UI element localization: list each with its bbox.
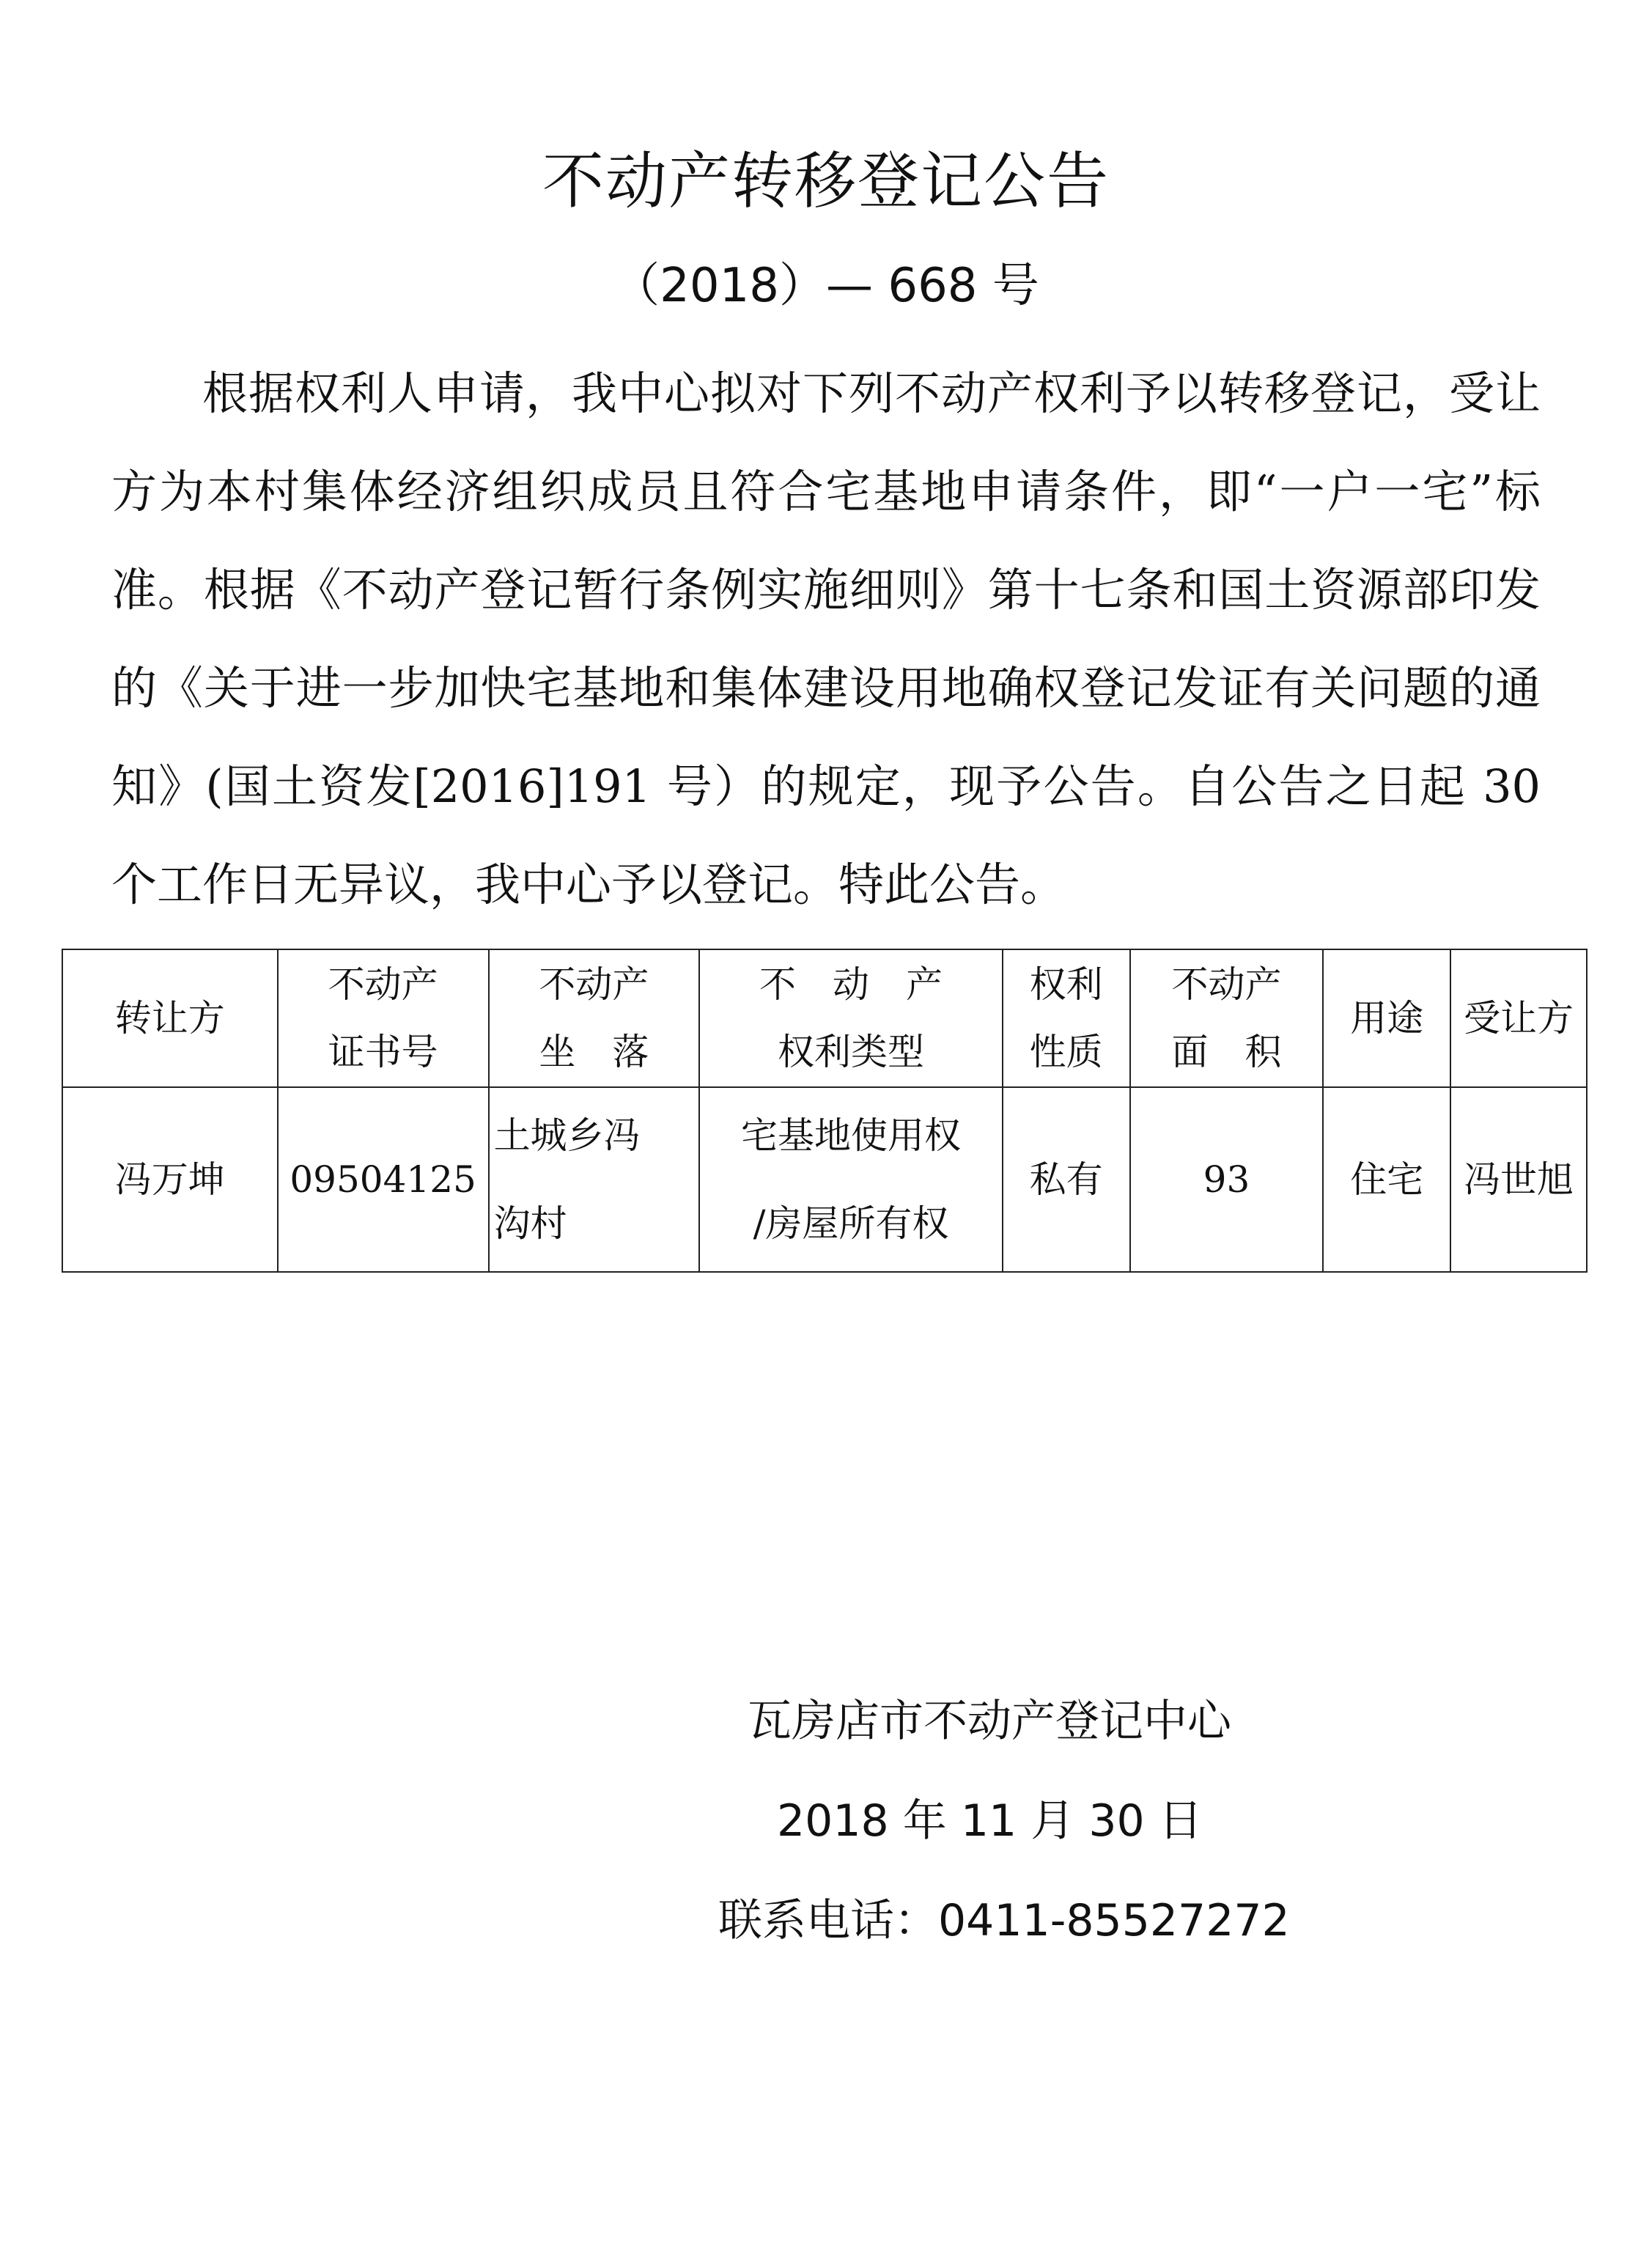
header-usage: 用途 xyxy=(1323,949,1450,1087)
header-right-type: 不 动 产 权利类型 xyxy=(699,949,1003,1087)
table-header-row xyxy=(62,949,1587,1087)
issuing-organization: 瓦房店市不动产登记中心 xyxy=(748,1696,1231,1747)
cell-transferee: 冯世旭 xyxy=(1450,1087,1587,1272)
contact-phone: 联系电话：0411-85527272 xyxy=(718,1895,1290,1946)
cell-location: 土城乡冯 沟村 xyxy=(489,1087,700,1272)
document-number: （2018）— 668 号 xyxy=(613,259,1039,313)
cell-cert-no: 09504125 xyxy=(278,1087,489,1272)
issue-date: 2018 年 11 月 30 日 xyxy=(777,1795,1203,1847)
cell-nature: 私有 xyxy=(1003,1087,1130,1272)
transfer-table xyxy=(62,949,1588,1273)
header-transferor: 转让方 xyxy=(62,949,278,1087)
cell-right-type: 宅基地使用权 /房屋所有权 xyxy=(699,1087,1003,1272)
notice-title: 不动产转移登记公告 xyxy=(542,145,1110,217)
cell-usage: 住宅 xyxy=(1323,1087,1450,1272)
header-area: 不动产 面 积 xyxy=(1130,949,1324,1087)
cell-area: 93 xyxy=(1130,1087,1324,1272)
table-row xyxy=(62,1087,1587,1272)
notice-body: 根据权利人申请，我中心拟对下列不动产权利予以转移登记，受让方为本村集体经济组织成员且符合宅基地申请条件，即“一户一宅”标准。根据《不动产登记暂行条例实施细则》第十七条和国土资源部印发的《关于进一步加快宅基地和集体建设用地确权登记发证有关问题的通知》(国土资发[2016]191 号）的规定，现予公告。自公告之日起 30 个工作日无异议，我中心予以登记。特此公告。 xyxy=(111,367,1541,911)
cell-transferor: 冯万坤 xyxy=(62,1087,278,1272)
header-cert-no: 不动产 证书号 xyxy=(278,949,489,1087)
header-location: 不动产 坐 落 xyxy=(489,949,700,1087)
header-nature: 权利 性质 xyxy=(1003,949,1130,1087)
header-transferee: 受让方 xyxy=(1450,949,1587,1087)
